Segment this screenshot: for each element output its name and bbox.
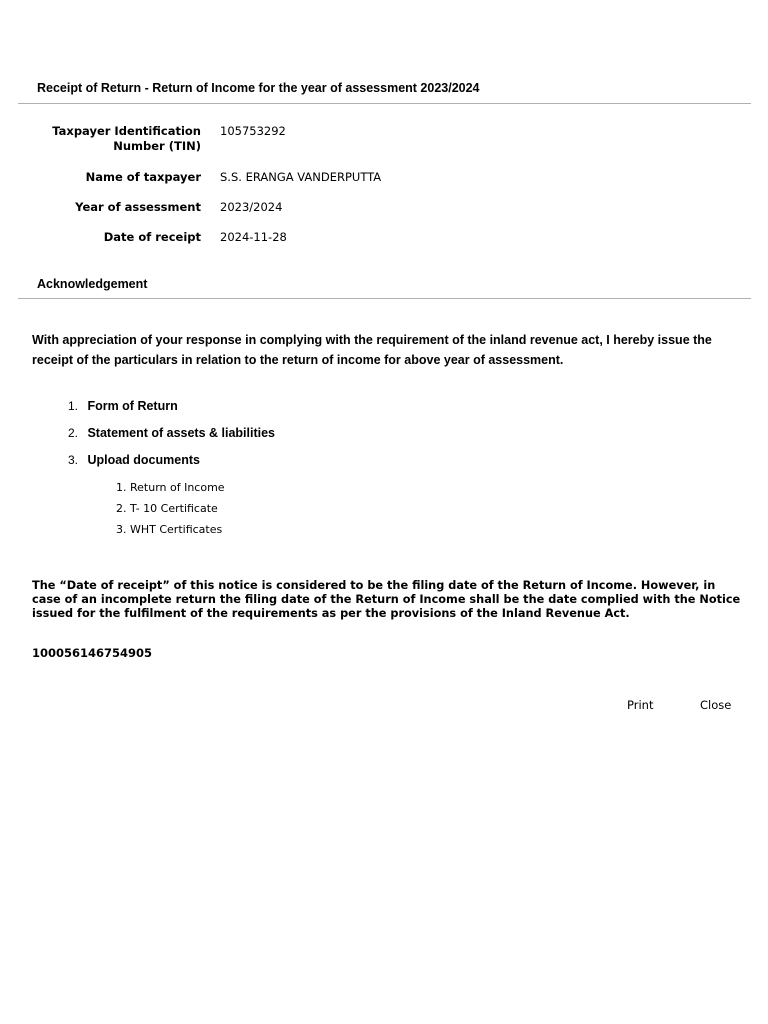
list-item-statement-of-assets <box>68 424 275 442</box>
page-title: Receipt of Return - Return of Income for the year of assessment 2023/2024 <box>37 81 480 95</box>
reference-number: 100056146754905 <box>32 646 153 660</box>
taxpayer-name-label: Name of taxpayer <box>85 170 201 184</box>
close-button[interactable]: Close <box>700 698 732 712</box>
acknowledgement-header <box>18 274 751 299</box>
receipt-header <box>18 78 751 104</box>
print-button[interactable]: Print <box>627 698 654 712</box>
date-of-receipt-value: 2024-11-28 <box>220 230 287 244</box>
filing-date-notice: The “Date of receipt” of this notice is considered to be the filing date of the Return of Income. However, in case of an incomplete return the filing date of the Return of Income shall be the date complied with the Notice issued for the fulfilment of the requirements as per the provisions of the Inland Revenue Act. <box>32 579 741 620</box>
document-item-return-of-income: 1. Return of Income <box>116 481 225 494</box>
taxpayer-name-value: S.S. ERANGA VANDERPUTTA <box>220 170 382 184</box>
acknowledgement-title: Acknowledgement <box>37 277 148 291</box>
year-of-assessment-label: Year of assessment <box>75 200 201 214</box>
document-item-wht-certificates: 3. WHT Certificates <box>116 523 223 536</box>
tin-value: 105753292 <box>220 124 286 138</box>
list-item-upload-documents <box>68 451 200 469</box>
list-item-form-of-return <box>68 397 178 415</box>
list-item-label: Form of Return <box>87 399 178 413</box>
list-item-number: 2. <box>68 426 79 440</box>
list-item-label: Statement of assets & liabilities <box>87 426 276 440</box>
list-item-label: Upload documents <box>87 453 200 467</box>
date-of-receipt-label: Date of receipt <box>103 230 201 244</box>
document-item-t10-certificate: 2. T- 10 Certificate <box>116 502 218 515</box>
list-item-number: 1. <box>68 399 79 413</box>
list-item-number: 3. <box>68 453 79 467</box>
tin-label: Taxpayer Identification Number (TIN) <box>52 124 201 153</box>
year-of-assessment-value: 2023/2024 <box>220 200 283 214</box>
acknowledgement-intro: With appreciation of your response in complying with the requirement of the inland revenue act, I hereby issue the receipt of the particulars in relation to the return of income for above year of assessment. <box>32 333 712 367</box>
